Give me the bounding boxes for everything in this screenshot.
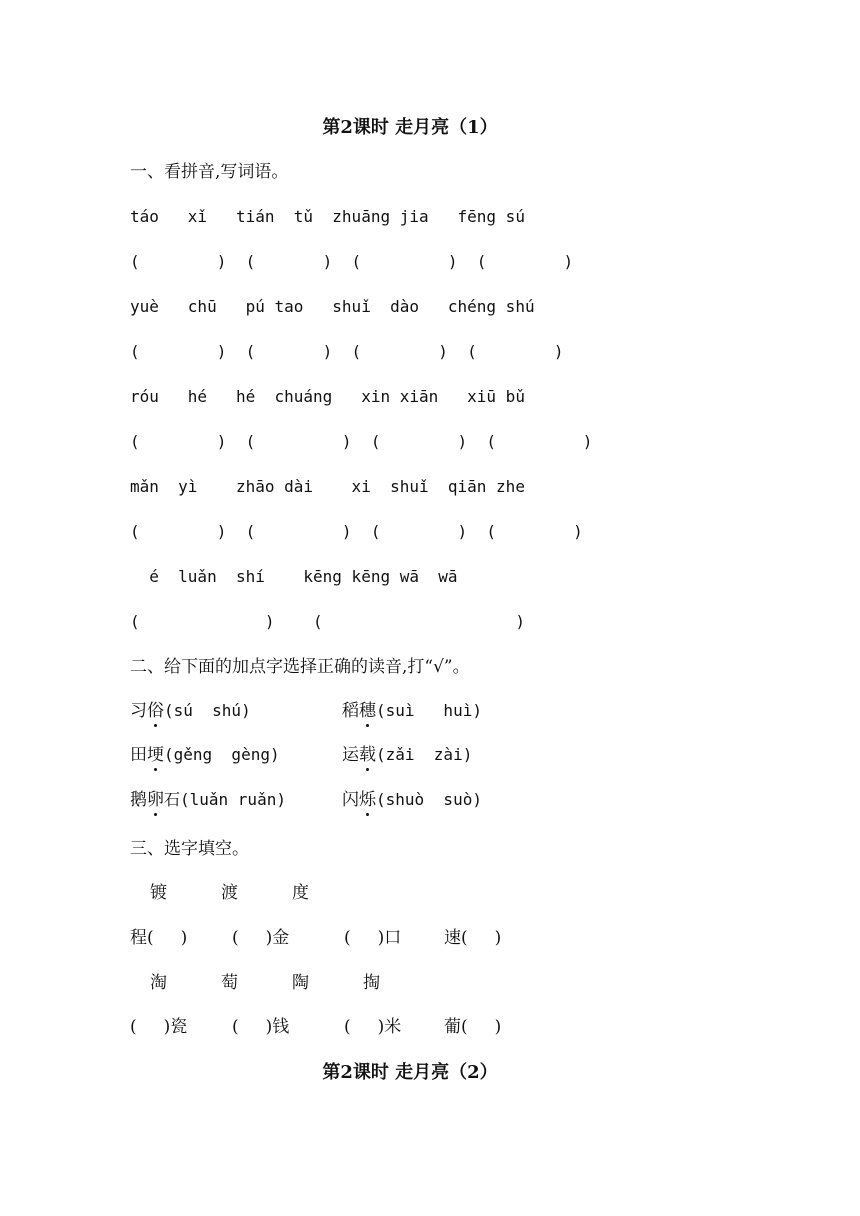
pinyin-row-2: yuè chū pú tao shuǐ dào chéng shú <box>130 297 535 316</box>
section-1-heading: 一、看拼音,写词语。 <box>130 162 289 182</box>
choice-char: 淘 <box>150 973 167 993</box>
dotted-char: 俗 <box>147 701 164 721</box>
fill-blank: 速( ) <box>444 928 502 948</box>
blank-row-3: ( ) ( ) ( ) ( ) <box>130 432 593 451</box>
dotted-char: 埂 <box>147 745 164 765</box>
fill-blank: ( )口 <box>344 928 402 948</box>
fill-blank: ( )米 <box>344 1017 402 1037</box>
choice-char: 镀 <box>150 883 167 903</box>
pinyin-row-3: róu hé hé chuáng xin xiān xiū bǔ <box>130 387 525 406</box>
dotted-char: 烁 <box>359 790 376 810</box>
fill-blank: ( )钱 <box>232 1017 290 1037</box>
choice-char: 萄 <box>221 973 238 993</box>
reading-item: 鹅卵石(luǎn ruǎn) <box>130 790 286 810</box>
reading-item: 习俗(sú shú) <box>130 701 251 721</box>
fill-blank: 葡( ) <box>444 1017 502 1037</box>
fill-blank: ( )金 <box>232 928 290 948</box>
dotted-char: 卵 <box>147 790 164 810</box>
choice-char: 陶 <box>292 973 309 993</box>
lesson-1-title: 第2课时 走月亮（1） <box>322 117 498 138</box>
section-2-heading: 二、给下面的加点字选择正确的读音,打“√”。 <box>130 657 470 677</box>
lesson-2-title: 第2课时 走月亮（2） <box>322 1062 498 1083</box>
reading-item: 稻穗(suì huì) <box>342 701 482 721</box>
blank-row-1: ( ) ( ) ( ) ( ) <box>130 252 574 271</box>
reading-item: 田埂(gěng gèng) <box>130 745 280 765</box>
reading-item: 闪烁(shuò suò) <box>342 790 482 810</box>
blank-row-4: ( ) ( ) ( ) ( ) <box>130 522 583 541</box>
dotted-char: 载 <box>359 745 376 765</box>
fill-blank: 程( ) <box>130 928 188 948</box>
choice-char: 掏 <box>363 973 380 993</box>
fill-blank: ( )瓷 <box>130 1017 188 1037</box>
choice-char: 度 <box>292 883 309 903</box>
pinyin-row-5: é luǎn shí kēng kēng wā wā <box>130 567 458 586</box>
section-3-heading: 三、选字填空。 <box>130 839 249 859</box>
pinyin-row-4: mǎn yì zhāo dài xi shuǐ qiān zhe <box>130 477 525 496</box>
blank-row-2: ( ) ( ) ( ) ( ) <box>130 342 564 361</box>
dotted-char: 穗 <box>359 701 376 721</box>
reading-item: 运载(zǎi zài) <box>342 745 473 765</box>
choice-char: 渡 <box>221 883 238 903</box>
pinyin-row-1: táo xǐ tián tǔ zhuāng jia fēng sú <box>130 207 525 226</box>
blank-row-5: ( ) ( ) <box>130 612 525 631</box>
